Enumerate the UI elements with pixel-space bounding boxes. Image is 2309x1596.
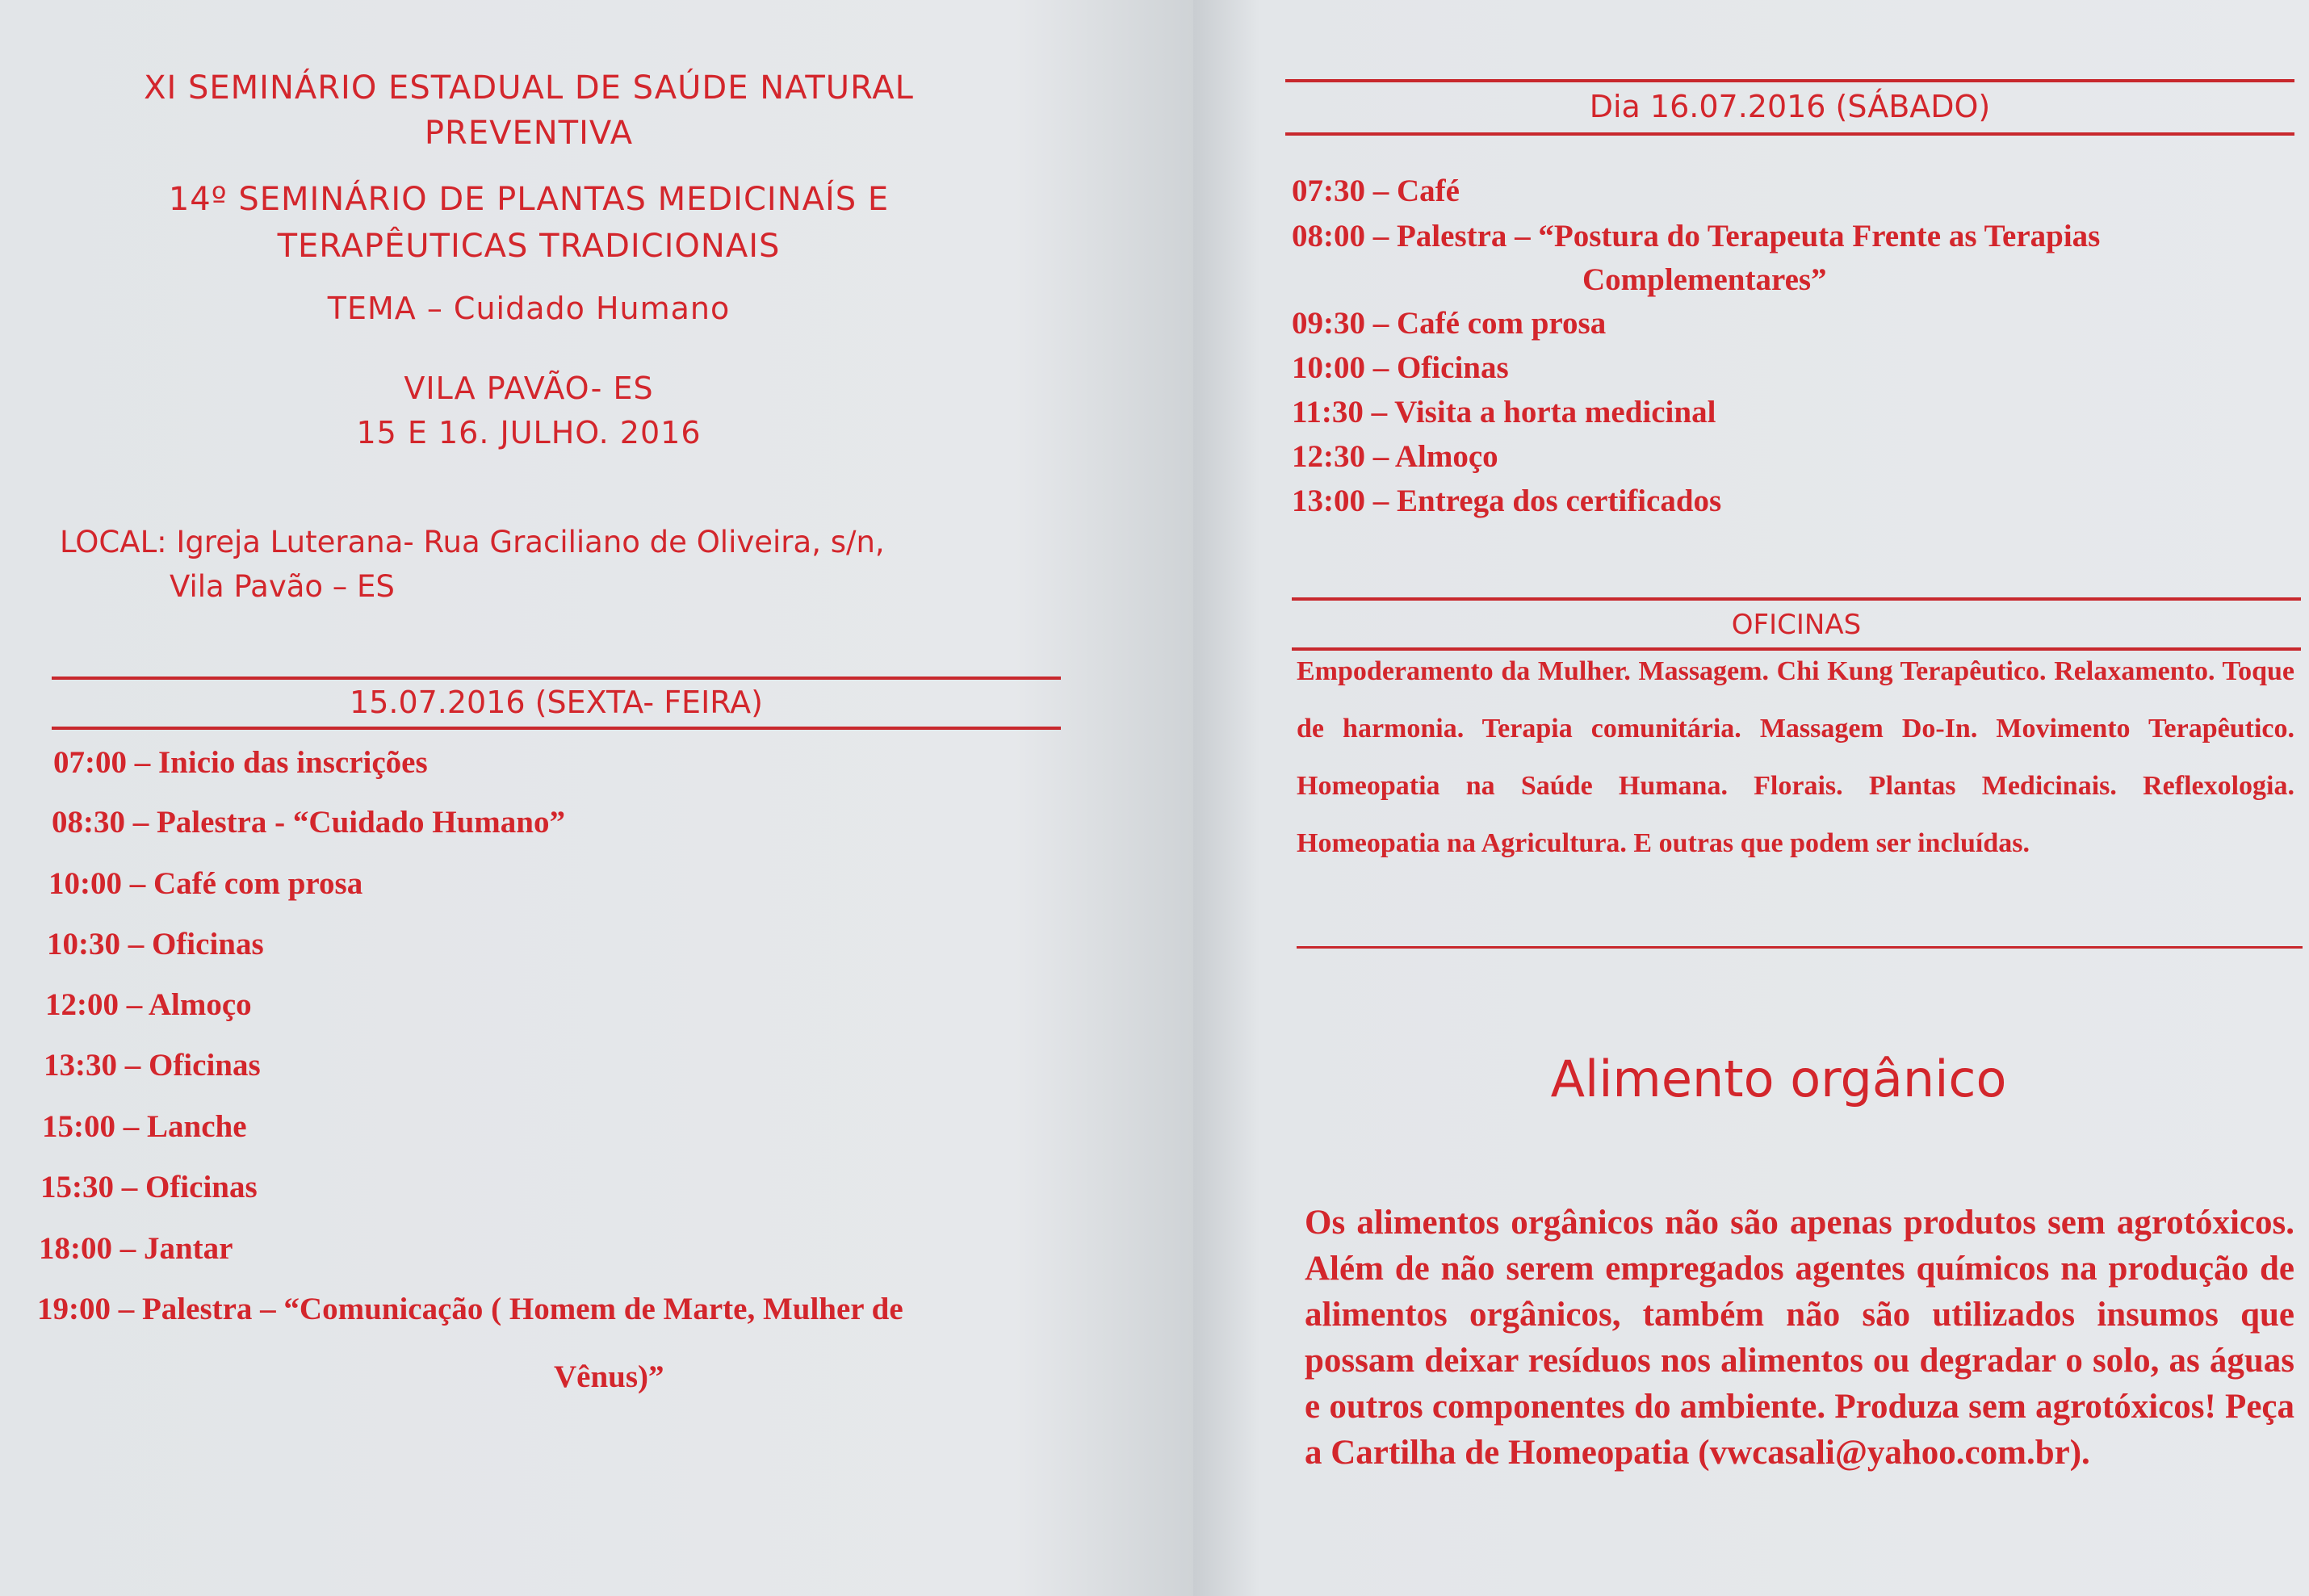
schedule-item: 13:00 – Entrega dos certificados	[1292, 484, 1722, 518]
day-title: Dia 16.07.2016 (SÁBADO)	[1589, 89, 1991, 124]
schedule-item: 13:30 – Oficinas	[44, 1048, 261, 1083]
title-line-2: PREVENTIVA	[424, 115, 634, 152]
schedule-item-continuation: Complementares”	[1582, 262, 1827, 297]
divider	[1297, 946, 2303, 949]
schedule-item: 08:00 – Palestra – “Postura do Terapeuta Frente as Terapias	[1292, 219, 2101, 253]
rule-bottom	[52, 727, 1061, 730]
organic-text: Os alimentos orgânicos não são apenas produtos sem agrotóxicos. Além de não serem empregados agentes químicos na produção de alimentos orgânicos, também não são utilizados insumos que possam deixar resíduos nos alimentos ou degradar o solo, as águas e outros componentes do ambiente. Produza sem agrotóxicos! Peça a Cartilha de Homeopatia (vwcasali@yahoo.com.br).	[1305, 1204, 2294, 1472]
workshops-title: OFICINAS	[1731, 609, 1862, 641]
schedule-item-continuation: Vênus)”	[554, 1359, 664, 1394]
schedule-item: 10:00 – Oficinas	[1292, 350, 1509, 385]
dates: 15 E 16. JULHO. 2016	[356, 415, 702, 450]
schedule-item: 19:00 – Palestra – “Comunicação ( Homem de Marte, Mulher de	[37, 1292, 903, 1326]
theme: TEMA – Cuidado Humano	[327, 291, 731, 326]
schedule-item: 10:30 – Oficinas	[47, 927, 264, 961]
schedule-item: 08:30 – Palestra - “Cuidado Humano”	[52, 805, 565, 840]
subtitle-line-2: TERAPÊUTICAS TRADICIONAIS	[277, 228, 781, 265]
workshops-text: Empoderamento da Mulher. Massagem. Chi Kung Terapêutico. Relaxamento. Toque de harmonia. Terapia comunitária. Massagem Do-In. Movimento Terapêutico. Homeopatia na Saúde Humana. Florais. Plantas Medicinais. Reflexologia. Homeopatia na Agricultura. E outras que podem ser incluídas.	[1297, 656, 2294, 858]
schedule-item: 18:00 – Jantar	[39, 1231, 233, 1266]
schedule-item: 07:00 – Inicio das inscrições	[53, 745, 428, 780]
title-line-1: XI SEMINÁRIO ESTADUAL DE SAÚDE NATURAL	[144, 69, 914, 107]
rule-top	[1292, 597, 2301, 601]
rule-top	[1285, 79, 2294, 82]
subtitle-line-1: 14º SEMINÁRIO DE PLANTAS MEDICINAÍS E	[168, 181, 890, 218]
schedule-item: 09:30 – Café com prosa	[1292, 306, 1607, 341]
schedule-item: 12:30 – Almoço	[1292, 439, 1498, 474]
schedule-item: 11:30 – Visita a horta medicinal	[1292, 395, 1716, 429]
schedule-item: 15:30 – Oficinas	[40, 1170, 258, 1204]
local-line-1: LOCAL: Igreja Luterana- Rua Graciliano de Oliveira, s/n,	[60, 525, 885, 559]
rule-bottom	[1285, 132, 2294, 136]
local-line-2: Vila Pavão – ES	[170, 569, 395, 604]
schedule-item: 10:00 – Café com prosa	[48, 866, 363, 901]
organic-title: Alimento orgânico	[1550, 1049, 2007, 1108]
city: VILA PAVÃO- ES	[404, 371, 654, 406]
schedule-item: 15:00 – Lanche	[42, 1109, 247, 1144]
schedule-item: 12:00 – Almoço	[45, 987, 252, 1022]
day-title: 15.07.2016 (SEXTA- FEIRA)	[350, 685, 763, 720]
right-page	[1193, 0, 2309, 1596]
schedule-item: 07:30 – Café	[1292, 174, 1460, 208]
rule-top	[52, 677, 1061, 680]
